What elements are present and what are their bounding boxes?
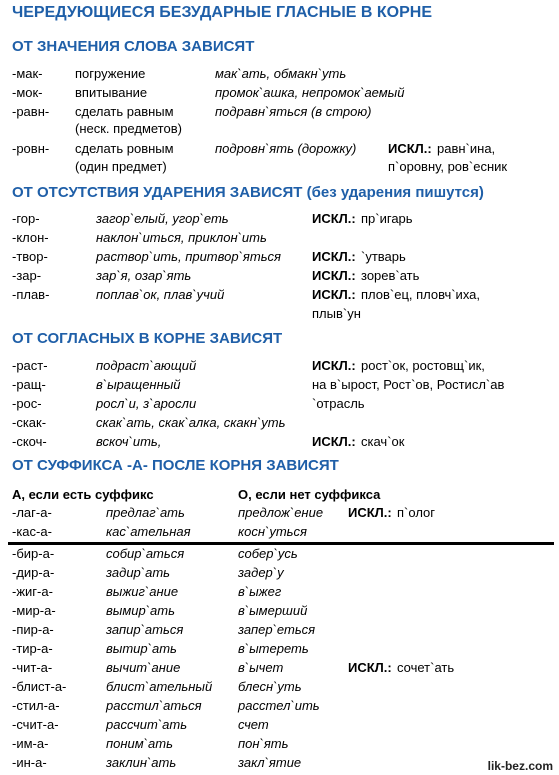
table-row [0,249,559,269]
table-row [0,736,559,756]
section-heading-consonants: ОТ СОГЛАСНЫХ В КОРНЕ ЗАВИСЯТ [12,330,283,347]
root-cell: -кас-а- [12,524,52,539]
nosuffix-example-cell: в`ыжег [238,584,282,599]
suffix-example-cell: кас`ательная [106,524,191,539]
table-row [0,268,559,288]
root-cell: -плав- [12,287,50,302]
exception-cell: `отрасль [312,396,365,411]
nosuffix-example-cell: закл`ятие [238,755,302,770]
suffix-example-cell: запир`аться [106,622,184,637]
nosuffix-example-cell: блесн`уть [238,679,302,694]
table-row [0,660,559,680]
exception-label: ИСКЛ.: [388,141,432,156]
root-cell: -ин-а- [12,755,47,770]
nosuffix-example-cell: собер`усь [238,546,298,561]
root-cell: -чит-а- [12,660,53,675]
example-cell: вскоч`ить, [96,434,162,449]
meaning-cell: сделать ровным [75,141,174,156]
suffix-example-cell: блист`ательный [106,679,213,694]
example-cell: подраст`ающий [96,358,197,373]
root-cell: -рос- [12,396,42,411]
exception-label: ИСКЛ.: [312,249,356,264]
meaning-cell: сделать равным [75,104,174,119]
table-row [0,141,559,161]
table-row [0,85,559,105]
table-row [0,121,559,141]
table-row [0,641,559,661]
nosuffix-example-cell: пон`ять [238,736,289,751]
nosuffix-example-cell: косн`уться [238,524,307,539]
exception-cell: рост`ок, ростовщ`ик, [361,358,485,373]
root-cell: -клон- [12,230,49,245]
exception-cell: равн`ина, [437,141,496,156]
nosuffix-example-cell: в`ычет [238,660,284,675]
nosuffix-example-cell: задер`у [238,565,284,580]
exception-label: ИСКЛ.: [312,358,356,373]
suffix-example-cell: предлаг`ать [106,505,185,520]
root-cell: -равн- [12,104,50,119]
root-cell: -раст- [12,358,48,373]
suffix-example-cell: выжиг`ание [106,584,179,599]
root-cell: -лаг-а- [12,505,52,520]
example-cell: скак`ать, скак`алка, скакн`уть [96,415,286,430]
table-row [0,546,559,566]
example-cell: поплав`ок, плав`учий [96,287,225,302]
table-row [0,211,559,231]
suffix-example-cell: задир`ать [106,565,170,580]
table-row [0,159,559,179]
exception-label: ИСКЛ.: [348,505,392,520]
table-row [0,505,559,525]
meaning-cell: (неск. предметов) [75,121,182,136]
table-row [0,230,559,250]
exception-label: ИСКЛ.: [312,434,356,449]
table-row [0,524,559,544]
example-cell: мак`ать, обмакн`уть [215,66,347,81]
root-cell: -стил-а- [12,698,60,713]
exception-label: ИСКЛ.: [312,268,356,283]
root-cell: -твор- [12,249,48,264]
table-row [0,622,559,642]
table-row [0,584,559,604]
root-cell: -мир-а- [12,603,56,618]
exception-cell: плов`ец, пловч`иха, [361,287,481,302]
nosuffix-example-cell: расстел`ить [238,698,320,713]
table-row [0,679,559,699]
meaning-cell: погружение [75,66,146,81]
suffix-example-cell: вычит`ание [106,660,181,675]
suffix-example-cell: вымир`ать [106,603,175,618]
exception-cell: `утварь [361,249,406,264]
table-row [0,396,559,416]
header-without-suffix: О, если нет суффикса [238,487,381,502]
divider-line [8,542,554,545]
example-cell: подравн`яться (в строю) [215,104,372,119]
table-row [0,434,559,454]
exception-cell: пр`игарь [361,211,413,226]
exception-cell: п`олог [397,505,436,520]
table-row [0,603,559,623]
exception-label: ИСКЛ.: [312,287,356,302]
table-row [0,755,559,775]
nosuffix-example-cell: счет [238,717,269,732]
root-cell: -ращ- [12,377,46,392]
exception-cell: сочет`ать [397,660,455,675]
example-cell: загор`елый, угор`еть [96,211,229,226]
exception-cell: скач`ок [361,434,405,449]
root-cell: -мок- [12,85,43,100]
table-row [0,377,559,397]
meaning-cell: (один предмет) [75,159,167,174]
root-cell: -жиг-а- [12,584,53,599]
root-cell: -скак- [12,415,47,430]
table-row [0,287,559,307]
root-cell: -скоч- [12,434,47,449]
suffix-example-cell: вытир`ать [106,641,177,656]
root-cell: -счит-а- [12,717,59,732]
root-cell: -зар- [12,268,42,283]
site-watermark: lik-bez.com [487,759,553,773]
section-heading-suffix: ОТ СУФФИКСА -А- ПОСЛЕ КОРНЯ ЗАВИСЯТ [12,457,339,474]
suffix-example-cell: поним`ать [106,736,173,751]
root-cell: -бир-а- [12,546,55,561]
nosuffix-example-cell: запер`еться [238,622,316,637]
example-cell: в`ыращенный [96,377,181,392]
example-cell: подровн`ять (дорожку) [215,141,357,156]
root-cell: -тир-а- [12,641,53,656]
section-heading-stress: ОТ ОТСУТСТВИЯ УДАРЕНИЯ ЗАВИСЯТ (без ударения пишутся) [12,184,484,201]
table-row [0,415,559,435]
table-row [0,306,559,326]
suffix-example-cell: расстил`аться [106,698,202,713]
nosuffix-example-cell: предлож`ение [238,505,324,520]
example-cell: раствор`ить, притвор`яться [96,249,281,264]
suffix-example-cell: собир`аться [106,546,185,561]
root-cell: -ровн- [12,141,50,156]
page-title: ЧЕРЕДУЮЩИЕСЯ БЕЗУДАРНЫЕ ГЛАСНЫЕ В КОРНЕ [12,4,433,21]
example-cell: зар`я, озар`ять [96,268,192,283]
section-heading-meaning: ОТ ЗНАЧЕНИЯ СЛОВА ЗАВИСЯТ [12,38,255,55]
table-row [0,698,559,718]
exception-cell: на в`ырост, Рост`ов, Ростисл`ав [312,377,505,392]
meaning-cell: впитывание [75,85,148,100]
table-row [0,66,559,86]
exception-label: ИСКЛ.: [348,660,392,675]
suffix-example-cell: заклин`ать [106,755,177,770]
table-row [0,565,559,585]
root-cell: -гор- [12,211,40,226]
exception-label: ИСКЛ.: [312,211,356,226]
root-cell: -им-а- [12,736,49,751]
example-cell: росл`и, з`аросли [96,396,197,411]
exception-cell: п`оровну, ров`есник [388,159,508,174]
table-row [0,358,559,378]
root-cell: -пир-а- [12,622,54,637]
root-cell: -дир-а- [12,565,55,580]
nosuffix-example-cell: в`ымерший [238,603,308,618]
table-row [0,717,559,737]
example-cell: промок`ашка, непромок`аемый [215,85,405,100]
exception-cell: плыв`ун [312,306,361,321]
root-cell: -блист-а- [12,679,67,694]
suffix-example-cell: рассчит`ать [106,717,188,732]
nosuffix-example-cell: в`ытереть [238,641,309,656]
root-cell: -мак- [12,66,43,81]
header-with-suffix: А, если есть суффикс [12,487,154,502]
example-cell: наклон`иться, приклон`ить [96,230,267,245]
exception-cell: зорев`ать [361,268,420,283]
